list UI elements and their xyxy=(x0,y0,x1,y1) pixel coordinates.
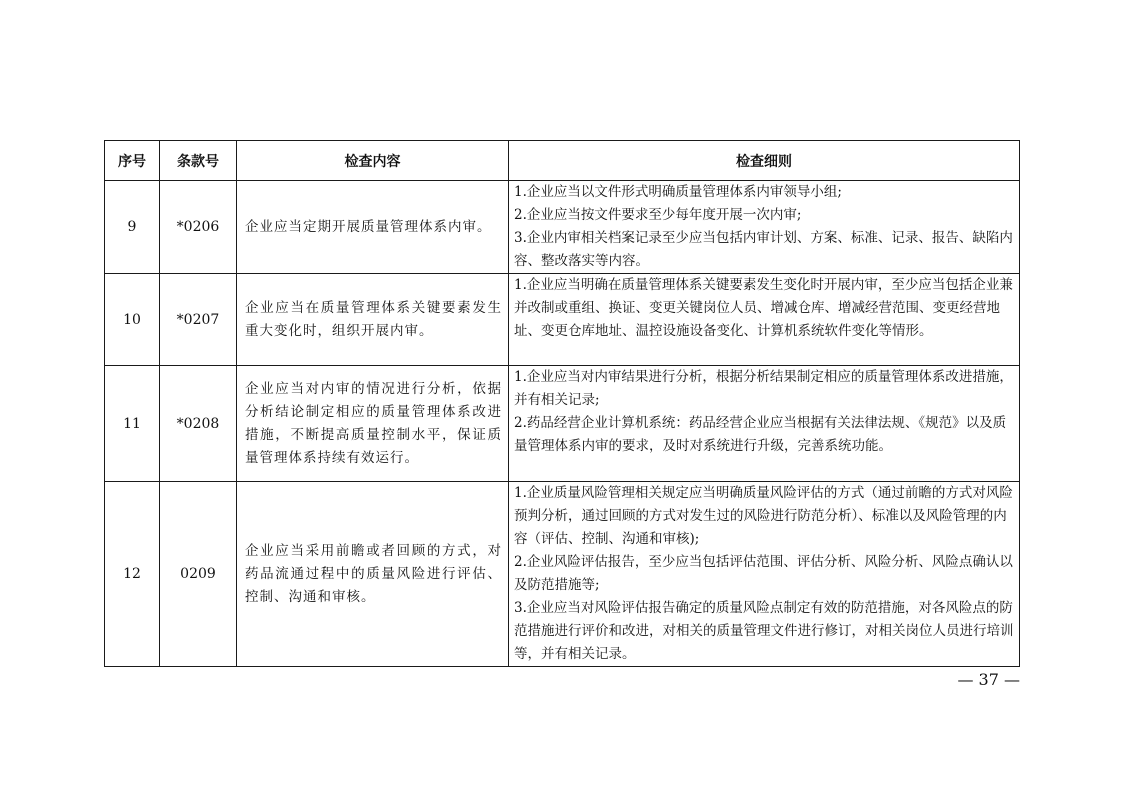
row-detail xyxy=(509,274,1020,366)
table-header-row xyxy=(105,141,1020,181)
inspection-table xyxy=(104,140,1020,667)
detail-item: 1.企业质量风险管理相关规定应当明确质量风险评估的方式（通过前瞻的方式对风险预判分析，通过回顾的方式对发生过的风险进行防范分析）、标准以及风险管理的内容（评估、控制、沟通和审核); xyxy=(514,485,1013,547)
detail-item: 3.企业应当对风险评估报告确定的质量风险点制定有效的防范措施，对各风险点的防范措施进行评价和改进，对相关的质量管理文件进行修订，对相关岗位人员进行培训等，并有相关记录。 xyxy=(514,600,1014,662)
detail-item: 1.企业应当明确在质量管理体系关键要素发生变化时开展内审，至少应当包括企业兼并改制或重组、换证、变更关键岗位人员、增减仓库、增减经营范围、变更经营地址、变更仓库地址、温控设施设备变化、计算机系统软件变化等情形。 xyxy=(514,277,1013,339)
header-num: 序号 xyxy=(105,141,160,181)
row-num: 11 xyxy=(105,366,160,482)
table-row xyxy=(105,181,1020,274)
row-clause: *0206 xyxy=(160,181,237,274)
header-detail: 检查细则 xyxy=(509,141,1020,181)
row-content: 企业应当定期开展质量管理体系内审。 xyxy=(237,181,509,274)
detail-item: 1.企业应当以文件形式明确质量管理体系内审领导小组; xyxy=(514,184,842,200)
row-num: 12 xyxy=(105,482,160,667)
header-content: 检查内容 xyxy=(237,141,509,181)
row-detail xyxy=(509,181,1020,274)
row-detail xyxy=(509,482,1020,667)
page-number: — 37 — xyxy=(957,670,1020,689)
table-row xyxy=(105,366,1020,482)
detail-item: 2.药品经营企业计算机系统：药品经营企业应当根据有关法律法规、《规范》以及质量管理体系内审的要求，及时对系统进行升级，完善系统功能。 xyxy=(514,415,1007,454)
row-content: 企业应当采用前瞻或者回顾的方式，对药品流通过程中的质量风险进行评估、控制、沟通和审核。 xyxy=(237,482,509,667)
row-clause: *0207 xyxy=(160,274,237,366)
row-content: 企业应当在质量管理体系关键要素发生重大变化时，组织开展内审。 xyxy=(237,274,509,366)
header-clause: 条款号 xyxy=(160,141,237,181)
detail-item: 2.企业风险评估报告，至少应当包括评估范围、评估分析、风险分析、风险点确认以及防范措施等; xyxy=(514,554,1013,593)
detail-item: 1.企业应当对内审结果进行分析，根据分析结果制定相应的质量管理体系改进措施，并有相关记录; xyxy=(514,369,1013,408)
detail-item: 3.企业内审相关档案记录至少应当包括内审计划、方案、标准、记录、报告、缺陷内容、整改落实等内容。 xyxy=(514,230,1013,269)
table-row xyxy=(105,274,1020,366)
table-row xyxy=(105,482,1020,667)
detail-item: 2.企业应当按文件要求至少每年度开展一次内审; xyxy=(514,207,802,223)
row-num: 9 xyxy=(105,181,160,274)
row-clause: *0208 xyxy=(160,366,237,482)
row-content: 企业应当对内审的情况进行分析，依据分析结论制定相应的质量管理体系改进措施，不断提高质量控制水平，保证质量管理体系持续有效运行。 xyxy=(237,366,509,482)
row-clause: 0209 xyxy=(160,482,237,667)
row-detail xyxy=(509,366,1020,482)
row-num: 10 xyxy=(105,274,160,366)
